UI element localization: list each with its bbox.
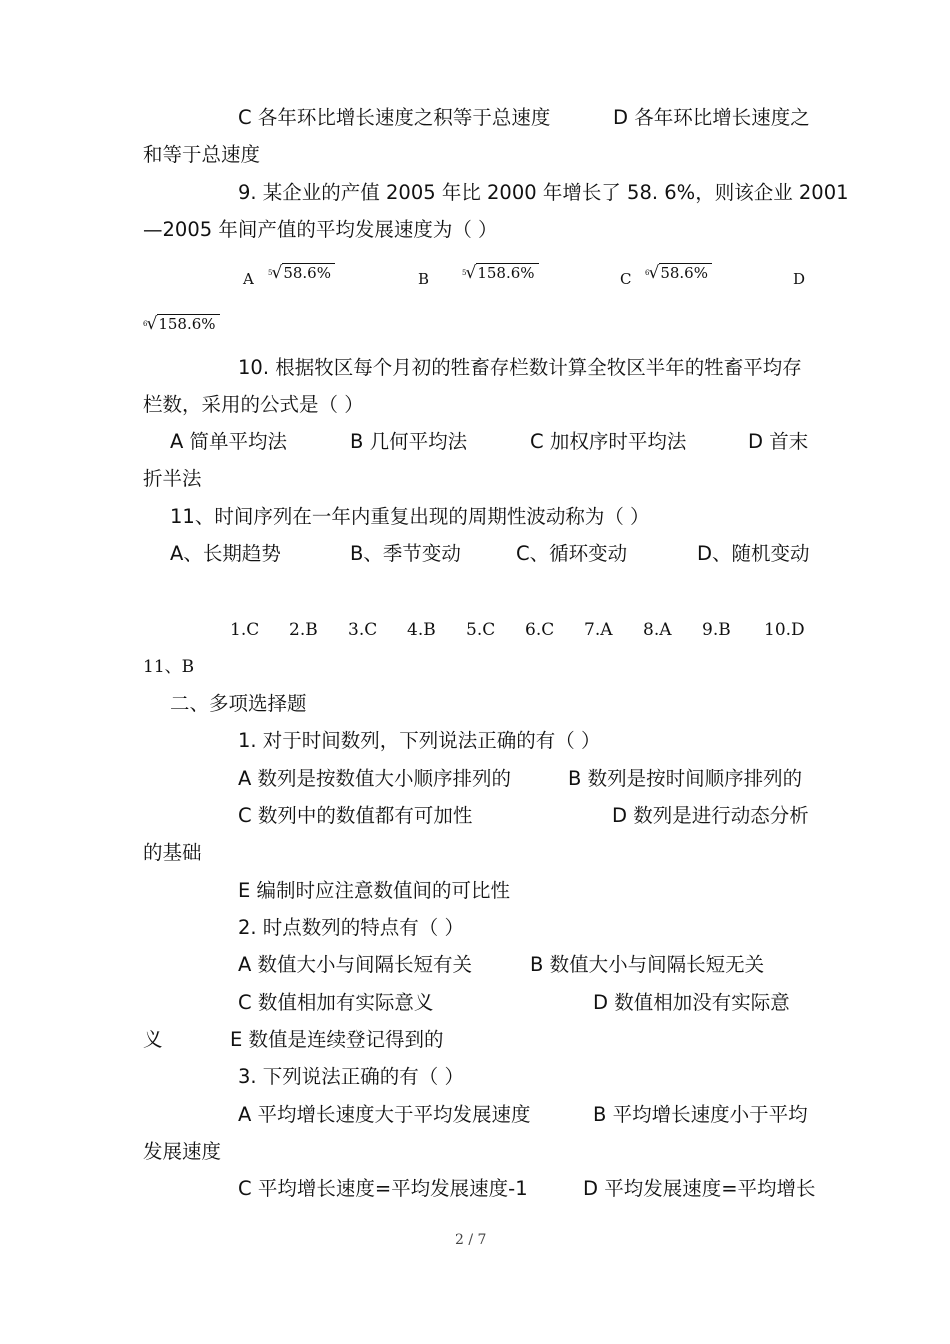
radical-sign-icon: √ (465, 263, 477, 283)
q9-stem-line1: 9. 某企业的产值 2005 年比 2000 年增长了 58. 6%，则该企业 2001 (238, 181, 849, 204)
answer-item: 8.A (643, 620, 672, 640)
s2-q3-option-d: D 平均发展速度=平均增长 (583, 1177, 816, 1200)
s2-q1-option-b: B 数列是按时间顺序排列的 (568, 767, 803, 790)
q8-option-c: C 各年环比增长速度之积等于总速度 (238, 106, 551, 129)
answer-item: 7.A (584, 620, 613, 640)
q9-option-d-label: D (793, 270, 806, 288)
q9-option-b-label: B (418, 270, 430, 288)
answer-item: 6.C (525, 620, 555, 640)
radical-sign-icon: √ (271, 263, 283, 283)
s2-q1-option-a: A 数列是按数值大小顺序排列的 (238, 767, 512, 790)
s2-q2-stem: 2. 时点数列的特点有（ ） (238, 916, 465, 939)
radicand: 158.6% (476, 263, 538, 282)
q10-stem-line1: 10. 根据牧区每个月初的牲畜存栏数计算全牧区半年的牲畜平均存 (238, 356, 802, 379)
s2-q3-option-a: A 平均增长速度大于平均发展速度 (238, 1103, 531, 1126)
radical-index: 6 (143, 320, 148, 328)
answer-item: 9.B (702, 620, 731, 640)
answer-item-last: 11、B (143, 657, 195, 677)
s2-q3-option-c: C 平均增长速度=平均发展速度-1 (238, 1177, 528, 1200)
q10-option-d-cont: 折半法 (143, 467, 202, 490)
s2-q1-option-d-cont: 的基础 (143, 841, 202, 864)
s2-q3-option-b: B 平均增长速度小于平均 (593, 1103, 808, 1126)
s2-q2-option-e: E 数值是连续登记得到的 (230, 1028, 444, 1051)
q11-option-a: A、长期趋势 (170, 542, 281, 565)
radical-sign-icon: √ (648, 263, 660, 283)
s2-q2-option-a: A 数值大小与间隔长短有关 (238, 953, 473, 976)
q11-option-d: D、随机变动 (697, 542, 810, 565)
s2-q1-stem: 1. 对于时间数列，下列说法正确的有（ ） (238, 729, 601, 752)
q10-option-c: C 加权序时平均法 (530, 430, 687, 453)
page-number: 2 / 7 (455, 1232, 487, 1248)
s2-q2-option-d-cont: 义 (143, 1028, 163, 1051)
answer-item: 10.D (764, 620, 805, 640)
answer-key (230, 617, 805, 643)
q11-option-b: B、季节变动 (350, 542, 461, 565)
radical-index: 6 (645, 269, 650, 277)
radical-index: 5 (462, 269, 467, 277)
radicand: 58.6% (659, 263, 712, 282)
q10-option-b: B 几何平均法 (350, 430, 468, 453)
q9-option-c-radical (645, 263, 712, 283)
s2-q3-stem: 3. 下列说法正确的有（ ） (238, 1065, 465, 1088)
s2-q2-option-b: B 数值大小与间隔长短无关 (530, 953, 765, 976)
q9-option-d-radical (143, 314, 220, 334)
q11-stem: 11、时间序列在一年内重复出现的周期性波动称为（ ） (170, 505, 650, 528)
s2-q2-option-c: C 数值相加有实际意义 (238, 991, 434, 1014)
radicand: 58.6% (282, 263, 335, 282)
q9-option-a-radical (268, 263, 335, 283)
q8-option-d: D 各年环比增长速度之 (613, 106, 810, 129)
q8-option-d-cont: 和等于总速度 (143, 143, 261, 166)
q9-option-c-label: C (620, 270, 632, 288)
q9-option-a-label: A (243, 270, 254, 288)
answer-item: 3.C (348, 620, 378, 640)
radical-index: 5 (268, 269, 273, 277)
answer-item: 2.B (289, 620, 318, 640)
q10-option-a: A 简单平均法 (170, 430, 288, 453)
q9-option-b-radical (462, 263, 539, 283)
answer-item: 5.C (466, 620, 496, 640)
s2-q1-option-e: E 编制时应注意数值间的可比性 (238, 879, 511, 902)
radical-sign-icon: √ (146, 314, 158, 334)
q9-stem-line2: —2005 年间产值的平均发展速度为（ ） (143, 218, 498, 241)
answer-item: 4.B (407, 620, 436, 640)
q10-stem-line2: 栏数，采用的公式是（ ） (143, 393, 364, 416)
answer-item: 1.C (230, 620, 260, 640)
section-heading: 二、多项选择题 (170, 692, 307, 715)
q10-option-d: D 首末 (748, 430, 809, 453)
s2-q2-option-d: D 数值相加没有实际意 (593, 991, 790, 1014)
s2-q1-option-d: D 数列是进行动态分析 (612, 804, 809, 827)
s2-q3-option-b-cont: 发展速度 (143, 1140, 222, 1163)
q11-option-c: C、循环变动 (516, 542, 628, 565)
radicand: 158.6% (157, 314, 219, 333)
s2-q1-option-c: C 数列中的数值都有可加性 (238, 804, 473, 827)
